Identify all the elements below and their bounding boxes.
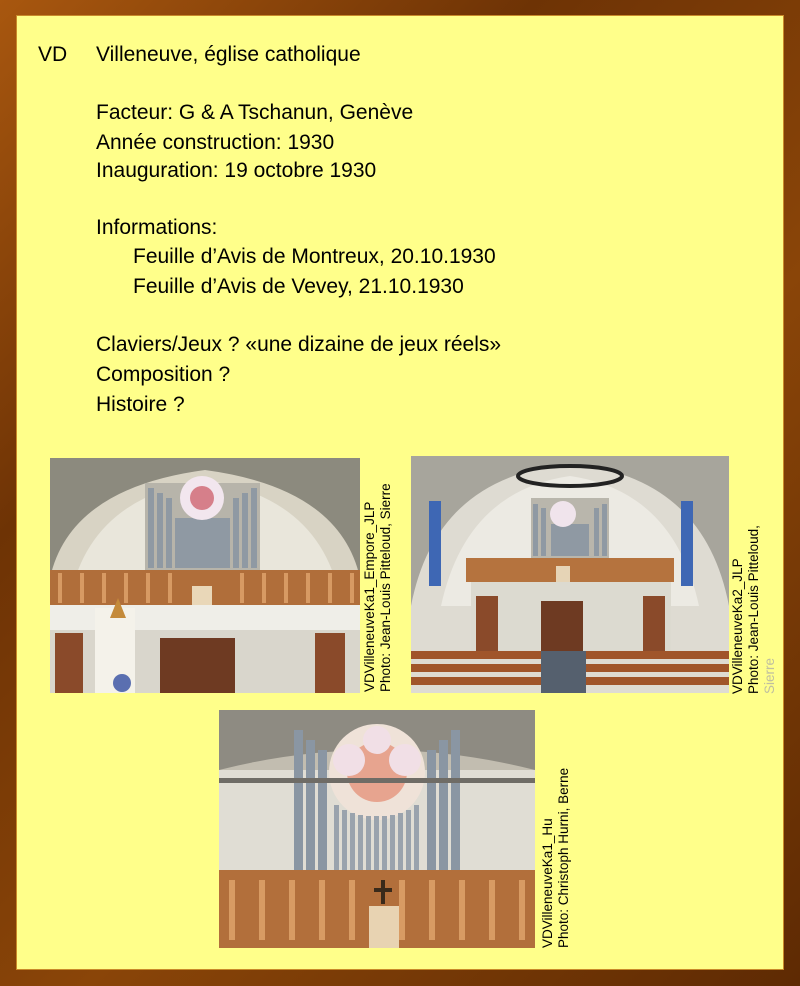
canton-code: VD: [38, 43, 68, 66]
photo2-credit: Photo: Jean-Louis Pitteloud,: [746, 525, 761, 694]
photo1-credit: Photo: Jean-Louis Pitteloud, Sierre: [378, 483, 393, 692]
organ-closeup-photo: [219, 710, 535, 948]
photo2-caption: [730, 525, 778, 694]
informations-heading: Informations:: [96, 216, 218, 239]
organ-gallery-photo: [50, 458, 360, 693]
photo2-id: VDVilleneuveKa2_JLP: [730, 558, 745, 694]
source-vevey: Feuille d’Avis de Vevey, 21.10.1930: [133, 275, 464, 298]
photo3-caption: [540, 768, 572, 948]
page-title: Villeneuve, église catholique: [96, 43, 361, 66]
builder-line: Facteur: G & A Tschanun, Genève: [96, 101, 414, 124]
inauguration-line: Inauguration: 19 octobre 1930: [96, 159, 377, 182]
histoire-line: Histoire ?: [96, 393, 185, 416]
photo1-id: VDVilleneuveKa1_Empore_JLP: [362, 501, 377, 692]
photo2-credit-cont: Sierre: [762, 657, 777, 694]
nave-photo: [411, 456, 729, 693]
source-montreux: Feuille d’Avis de Montreux, 20.10.1930: [133, 245, 496, 268]
composition-line: Composition ?: [96, 363, 231, 386]
photo3-credit: Photo: Christoph Hurni, Berne: [556, 767, 571, 948]
year-line: Année construction: 1930: [96, 131, 335, 154]
photo1-caption: [362, 483, 394, 692]
claviers-line: Claviers/Jeux ? «une dizaine de jeux réels»: [96, 333, 502, 356]
photo3-id: VDVilleneuveKa1_Hu: [540, 818, 555, 948]
